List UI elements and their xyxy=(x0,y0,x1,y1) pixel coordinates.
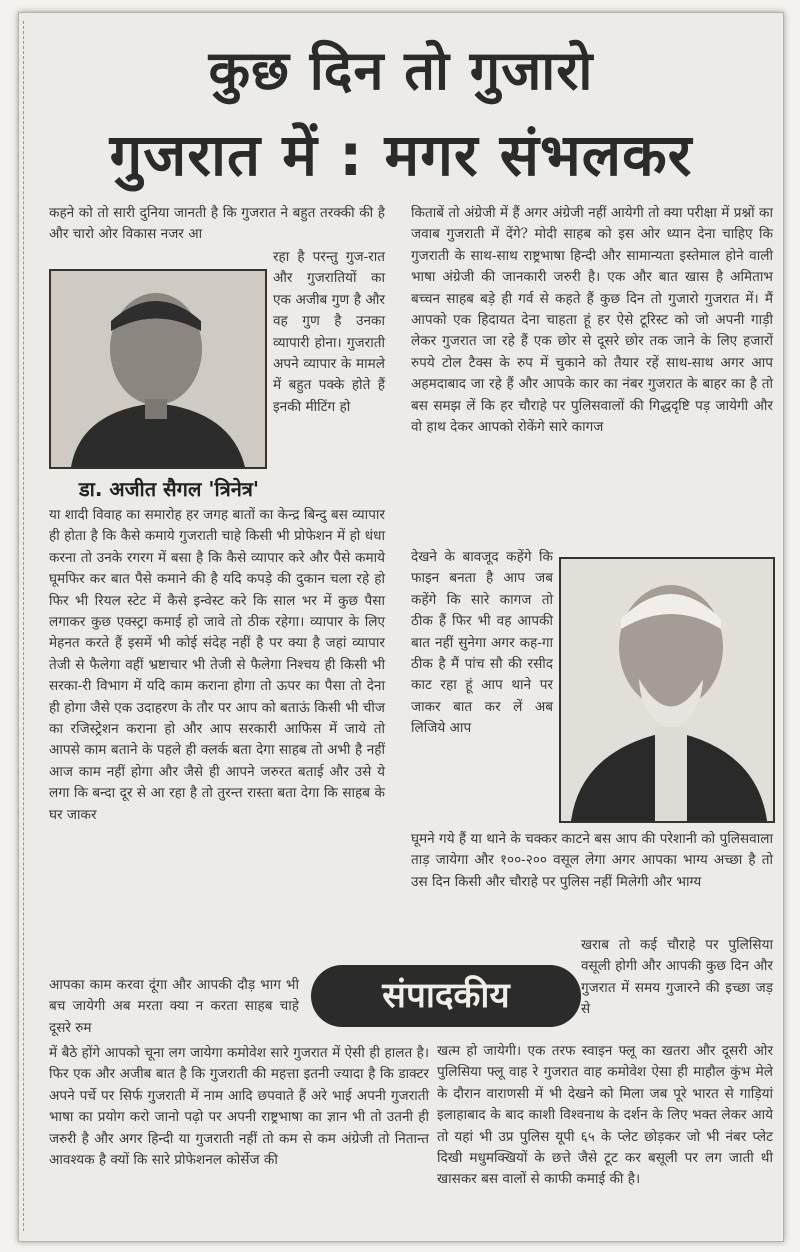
article-right-bottom xyxy=(437,1041,773,1191)
headline-line-2: गुजरात में : मगर संभलकर xyxy=(109,121,693,189)
newspaper-clipping xyxy=(18,12,784,1242)
article-left-short xyxy=(49,975,299,1039)
author-photo xyxy=(49,269,267,469)
article-text: में बैठे होंगे आपको चूना लग जायेगा कमोवेश सारे गुजरात में ऐसी ही हालत है। फिर एक और अजीब बात है कि गुजराती की महत्ता इतनी ज्यादा है कि डाक्टर अपने पर्चे पर सिर्फ गुजराती में नाम आदि छपवाते हैं अरे भाई अपनी गुजराती भाषा का प्रयोग करो जानो पढ़ो पर अपनी राष्ट्रभाषा का ज्ञान भी तो उतनी ही जरुरी है और अगर हिन्दी या गुजराती नहीं तो कम से कम अंग्रेजी तो नितान्त आवश्यक है क्यों कि सारे प्रोफेशनल कोर्सेज की xyxy=(49,1045,429,1169)
article-text: आपका काम करवा दूंगा और आपकी दौड़ भाग भी बच जायेगी अब मरता क्या न करता साहब चाहे दूसरे रुम xyxy=(49,977,299,1036)
article-right-mid xyxy=(411,829,773,893)
article-left-narrow xyxy=(273,247,385,418)
article-left-main xyxy=(49,505,385,826)
author-caption: डा. अजीत सैगल 'त्रिनेत्र' xyxy=(78,477,259,501)
headline-line-1: कुछ दिन तो गुजारो xyxy=(208,39,594,102)
article-right-short xyxy=(581,935,773,1021)
author-portrait-icon xyxy=(51,271,265,467)
minister-portrait-icon xyxy=(561,559,773,821)
article-text: खत्म हो जायेगी। एक तरफ स्वाइन फ्लू का खतरा और दूसरी ओर पुलिसिया फ्लू वाह रे गुजरात वाह कमोवेश ऐसा ही माहौल कुंभ मेले के दौरान वाराणसी में भी देखने को मिला जब पूरे भारत से गाड़ियां इलाहाबाद के बाद काशी विश्वनाथ के दर्शन के लिए भक्त लेकर आये तो यहां भी उप्र पुलिस यूपी ६५ के प्लेट छोड़कर जो भी नंबर प्लेट दिखी मधुमक्खियों के छत्ते जैसे टूट कर बसूली पर लग जाती थी खासकर बस वालों से काफी कमाई की है। xyxy=(437,1043,773,1188)
article-text: रहा है परन्तु गुज-रात और गुजरातियों का एक अजीब गुण है और वह गुण है उनका व्यापारी होना। गुजराती अपने व्यापार के मामले में बहुत पक्के होते हैं इनकी मीटिंग हो xyxy=(273,249,385,415)
article-text: या शादी विवाह का समारोह हर जगह बातों का केन्द्र बिन्दु बस व्यापार ही होता है कि कैसे कमाये गुजराती चाहे किसी भी प्रोफेशन में हो धंधा करना तो उनके रगरग में बसा है कि कैसे व्यापार करे और पैसे कमाये घूमफिर कर बात पैसे कमाने की है यदि कपड़े की दुकान चला रहे हो फिर भी रियल स्टेट में कैसे इन्वेस्ट करे कि साल भर में कुछ पैसा लगाकर कुछ एक्स्ट्रा कमाई हो जावे तो ठीक रहेगा। व्यापार के लिए मेहनत करते हैं इसमें भी कोई संदेह नहीं है पर क्या है जहां व्यापार तेजी से फैलेगा वहीं भ्रष्टाचार भी तेजी से फैलेगा निश्चय ही किसी भी सरका-री विभाग में यदि काम कराना होगा तो ऊपर का पैसा तो देना ही होगा जैसे एक उदाहरण के तौर पर आप को बताऊं किसी भी चीज का रजिस्ट्रेशन कराना हो और आप सरकारी आफिस में जाये तो आपसे काम बताने के पहले ही क्लर्क बता देगा साहब तो अभी है नहीं आज काम नहीं होगा और जैसे ही आपने जरुरत बताई और उसे ये लगा कि बन्दा दूर से आ रहा है तो तुरन्त रास्ता बता देगा कि साहब के घर जाकर xyxy=(49,507,385,823)
article-left-bottom xyxy=(49,1043,429,1171)
article-right-top xyxy=(411,203,773,438)
article-left-intro xyxy=(49,203,385,246)
margin-rule xyxy=(23,21,30,1231)
article-text: किताबें तो अंग्रेजी में हैं अगर अंग्रेजी नहीं आयेगी तो क्या परीक्षा में प्रश्नों का जवाब गुजराती में देंगे? मोदी साहब को इस ओर ध्यान देना चाहिए कि गुजराती के साथ-साथ राष्ट्रभाषा हिन्दी और सामान्यता इस्तेमाल होने वाली भाषा अंग्रेजी की जानकारी जरुरी है। एक और बात खास है अमिताभ बच्चन साहब बड़े ही गर्व से कहते हैं कुछ दिन तो गुजारो गुजरात में। मैं आपको एक हिदायत देना चाहता हूं हर ऐसे टूरिस्ट को जो अपनी गाड़ी लेकर गुजरात जा रहे हैं एक छोर से दूसरे छोर तक जाने के लिए हजारों रुपये टोल टैक्स के रुप में चुकाने को तैयार रहें साथ-साथ अगर आप अहमदाबाद जा रहे हैं और आपके कार का नंबर गुजरात के बाहर का है तो बस समझ लें कि हर चौराहे पर पुलिसवालों की गिद्धदृष्टि पड़ जायेगी और वो हाथ देकर आपको रोकेंगे सारे कागज xyxy=(411,205,773,436)
minister-photo xyxy=(559,557,775,823)
article-right-narrow xyxy=(411,547,553,740)
article-text: खराब तो कई चौराहे पर पुलिसिया वसूली होगी और आपकी कुछ दिन और गुजरात में समय गुजारने की इच्छा जड़ से xyxy=(581,937,773,1018)
article-text: कहने को तो सारी दुनिया जानती है कि गुजरात ने बहुत तरक्की की है और चारो ओर विकास नजर आ xyxy=(49,205,385,243)
article-text: घूमने गये हैं या थाने के चक्कर काटने बस आप की परेशानी को पुलिसवाला ताड़ जायेगा और १००-२०० वसूल लेगा अगर आपका भाग्य अच्छा है तो उस दिन किसी और चौराहे पर पुलिस नहीं मिलेगी और भाग्य xyxy=(411,831,773,890)
editorial-badge: संपादकीय xyxy=(311,965,581,1027)
article-text: देखने के बावजूद कहेंगे कि फाइन बनता है आप जब कहेंगे कि सारे कागज तो ठीक हैं फिर भी वह आपकी बात नहीं सुनेगा अगर कह-गा ठीक है मैं पांच सौ की रसीद काट रहा हूं आप थाने पर जाकर बात कर लें अब लिजिये आप xyxy=(411,549,553,737)
